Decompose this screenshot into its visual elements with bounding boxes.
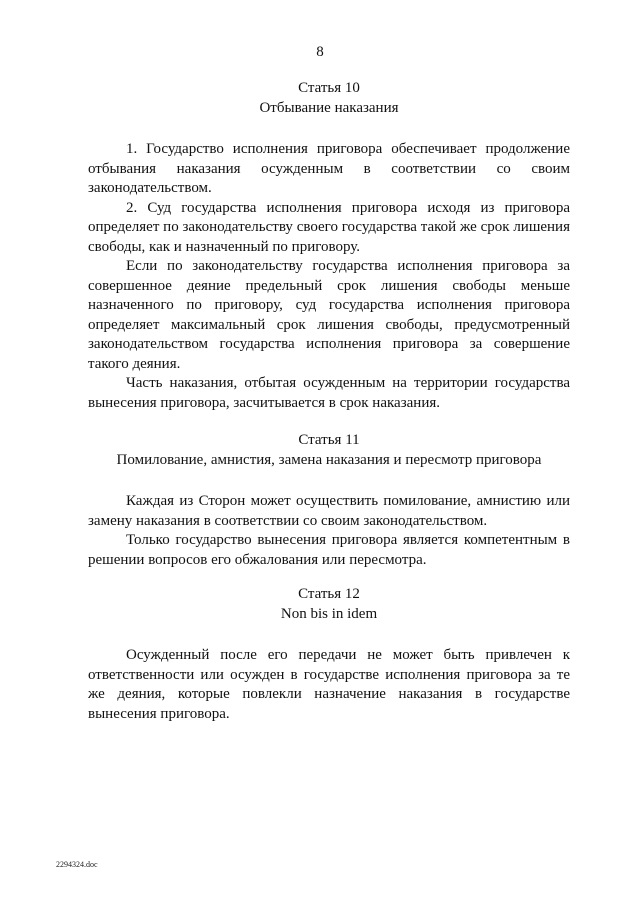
paragraph: Если по законодательству государства исполнения приговора за совершенное деяние предельный срок лишения свободы меньше назначенного по приговору, суд государства исполнения приговора определяет максимальный срок лишения свободы, предусмотренный законодательством государства исполнения приговора за совершение такого деяния. <box>88 258 570 372</box>
article-body <box>88 140 570 413</box>
article-number: Статья 10 <box>298 80 360 96</box>
page-number: 8 <box>316 44 324 60</box>
article-title: Отбывание наказания <box>259 100 399 116</box>
article-body <box>88 492 570 570</box>
article-body <box>88 646 570 724</box>
article-number: Статья 11 <box>298 432 360 448</box>
article-heading <box>88 584 570 624</box>
article-heading <box>88 430 570 470</box>
paragraph: 1. Государство исполнения приговора обеспечивает продолжение отбывания наказания осужденным в соответствии со своим законодательством. <box>88 141 570 196</box>
paragraph: Часть наказания, отбытая осужденным на территории государства вынесения приговора, засчитывается в срок наказания. <box>88 375 570 411</box>
article-10 <box>88 78 570 413</box>
article-11 <box>88 430 570 570</box>
article-title: Non bis in idem <box>280 606 378 622</box>
paragraph: Осужденный после его передачи не может быть привлечен к ответственности или осужден в государстве исполнения приговора за те же деяния, которые повлекли назначение наказания в государстве вынесения приговора. <box>88 647 570 722</box>
article-heading <box>88 78 570 118</box>
paragraph: 2. Суд государства исполнения приговора исходя из приговора определяет по законодательству своего государства такой же срок лишения свободы, как и назначенный по приговору. <box>88 199 570 255</box>
article-title: Помилование, амнистия, замена наказания и пересмотр приговора <box>116 452 542 468</box>
paragraph: Каждая из Сторон может осуществить помилование, амнистию или замену наказания в соответствии со своим законодательством. <box>88 493 570 529</box>
article-number: Статья 12 <box>298 586 360 602</box>
paragraph: Только государство вынесения приговора является компетентным в решении вопросов его обжалования или пересмотра. <box>88 532 570 568</box>
article-12 <box>88 584 570 724</box>
footer-doc-id: 2294324.doc <box>56 860 98 869</box>
